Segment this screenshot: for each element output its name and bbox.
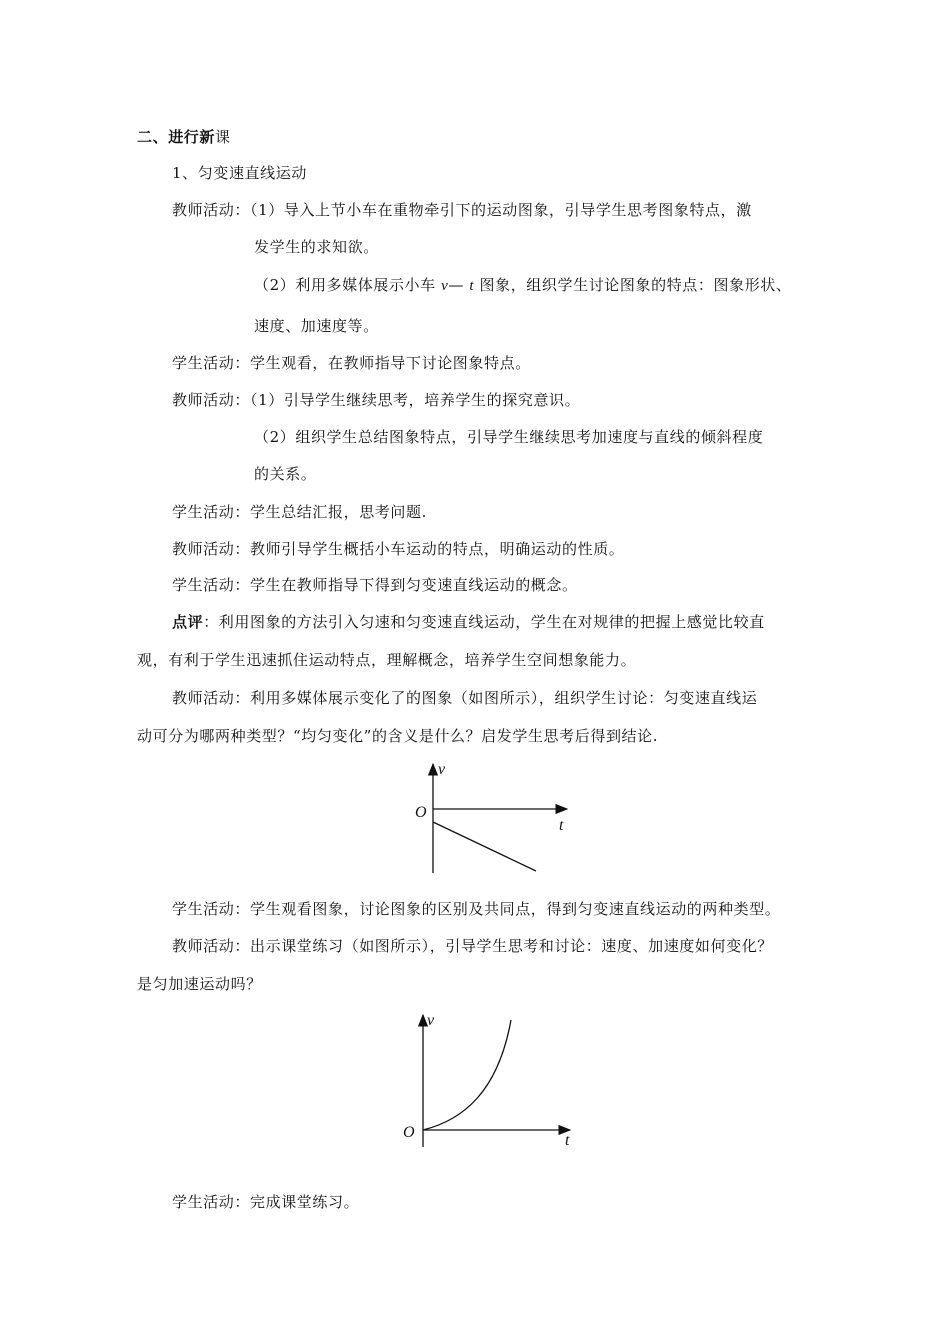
v-axis-label: v: [438, 761, 446, 778]
comment-paragraph: 点评：利用图象的方法引入匀速和匀变速直线运动，学生在对规律的把握上感觉比较直: [172, 613, 765, 631]
teacher-activity-2-step2: （2）组织学生总结图象特点，引导学生继续思考加速度与直线的倾斜程度: [254, 428, 764, 446]
student-activity-1: 学生活动：学生观看，在教师指导下讨论图象特点。: [172, 354, 531, 372]
teacher-activity-5-cont: 是匀加速运动吗？: [137, 975, 262, 993]
velocity-curve: [423, 1020, 511, 1130]
teacher-activity-4-cont: 动可分为哪两种类型？“均匀变化”的含义是什么？启发学生思考后得到结论.: [137, 727, 659, 745]
origin-label: O: [403, 1124, 415, 1141]
teacher-activity-5: 教师活动：出示课堂练习（如图所示），引导学生思考和讨论：速度、加速度如何变化？: [172, 937, 773, 955]
section-heading: 二、进行新课: [137, 128, 231, 146]
teacher-activity-1-cont: 发学生的求知欲。: [254, 238, 379, 256]
t-axis-label: t: [559, 817, 564, 834]
teacher-activity-1-step2-cont: 速度、加速度等。: [254, 317, 379, 335]
student-activity-3: 学生活动：学生在教师指导下得到匀变速直线运动的概念。: [172, 576, 578, 594]
student-activity-5: 学生活动：完成课堂练习。: [172, 1193, 360, 1211]
velocity-line: [433, 822, 536, 871]
teacher-activity-1-step2: （2）利用多媒体展示小车 v— t 图象，组织学生讨论图象的特点：图象形状、: [254, 276, 792, 294]
teacher-activity-2-step2-cont: 的关系。: [254, 465, 317, 483]
teacher-activity-2: 教师活动：（1）引导学生继续思考，培养学生的探究意识。: [172, 391, 581, 409]
teacher-activity-4: 教师活动：利用多媒体展示变化了的图象（如图所示），组织学生讨论：匀变速直线运: [172, 689, 758, 707]
t-axis-label: t: [565, 1132, 570, 1149]
vt-graph-curve: [398, 1010, 583, 1150]
teacher-activity-3: 教师活动：教师引导学生概括小车运动的特点，明确运动的性质。: [172, 540, 625, 558]
teacher-activity-1: 教师活动：（1）导入上节小车在重物牵引下的运动图象，引导学生思考图象特点，激: [172, 201, 752, 219]
subsection-heading: 1、匀变速直线运动: [172, 164, 307, 182]
student-activity-2: 学生活动：学生总结汇报，思考问题.: [172, 503, 427, 521]
origin-label: O: [415, 804, 427, 821]
vt-graph-decreasing: [405, 758, 575, 878]
student-activity-4: 学生活动：学生观看图象，讨论图象的区别及共同点，得到匀变速直线运动的两种类型。: [172, 900, 781, 918]
comment-paragraph-cont: 观，有利于学生迅速抓住运动特点，理解概念，培养学生空间想象能力。: [137, 651, 637, 669]
v-axis-label: v: [427, 1012, 435, 1029]
